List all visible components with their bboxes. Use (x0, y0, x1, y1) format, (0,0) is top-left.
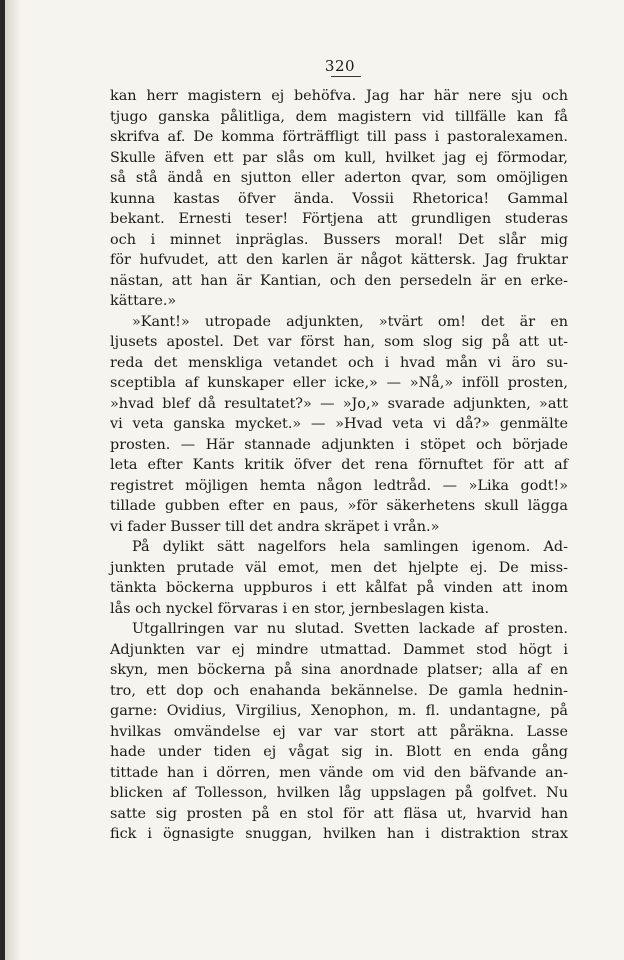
text-line: så stå ändå en sjutton eller aderton qvar, som omöjligen (110, 170, 568, 186)
text-line: leta efter Kants kritik öfver det rena förnuftet för att af (110, 457, 568, 473)
text-line: Utgallringen var nu slutad. Svetten lackade af prosten. (132, 621, 568, 637)
text-line: »Kant!» utropade adjunkten, »tvärt om! det är en (132, 313, 568, 330)
text-line: prosten. — Här stannade adjunkten i stöpet och började (110, 436, 568, 453)
page-binding-shadow (5, 0, 21, 960)
text-line: blicken af Tollesson, hvilken låg uppslagen på golfvet. Nu (110, 785, 568, 801)
text-line: Skulle äfven ett par slås om kull, hvilket jag ej förmodar, (110, 149, 568, 166)
text-line: skrifva af. De komma förträffligt till pass i pastoralexamen. (110, 129, 568, 145)
text-line: hade under tiden ej vågat sig in. Blott en enda gång (110, 744, 568, 760)
text-line: garne: Ovidius, Virgilius, Xenophon, m. fl. undantagne, på (110, 703, 568, 719)
text-line: kan herr magistern ej behöfva. Jag har här nere sju och (110, 88, 568, 104)
text-line: registret möjligen hemta någon ledtråd. — »Lika godt!» (110, 477, 568, 494)
body-text (110, 86, 568, 845)
text-line: nästan, att han är Kantian, och den persedeln är en erke- (110, 272, 568, 289)
text-line: sceptibla af kunskaper eller icke,» — »Nå,» inföll prosten, (110, 375, 568, 391)
text-line: skyn, men böckerna på sina anordnade platser; alla af en (110, 662, 568, 678)
text-line: vi fader Busser till det andra skräpet i vrån.» (110, 518, 440, 535)
text-line: ljusets apostel. Det var först han, som slog sig på att ut- (110, 334, 568, 350)
text-line: kunna kastas öfver ända. Vossii Rhetorica! Gammal (110, 190, 568, 207)
text-line: fick i ögnasigte snuggan, hvilken han i distraktion strax (110, 826, 568, 842)
text-line: vi veta ganska mycket.» — »Hvad veta vi då?» genmälte (110, 416, 568, 432)
text-line: tillade gubben efter en paus, »för säkerhetens skull lägga (110, 498, 568, 514)
text-line: »hvad blef då resultatet?» — »Jo,» svarade adjunkten, »att (110, 395, 568, 412)
text-line: bekant. Ernesti teser! Förtjena att grundligen studeras (110, 211, 568, 227)
text-line: tänkta böckerna uppburos i ett kålfat på vinden att inom (110, 580, 568, 596)
page-number-rule (331, 76, 361, 77)
text-line: lås och nyckel förvaras i en stor, jernbeslagen kista. (110, 600, 490, 617)
text-line: för hufvudet, att den karlen är något kättersk. Jag fruktar (110, 252, 568, 268)
text-line: På dylikt sätt nagelfors hela samlingen igenom. Ad- (132, 539, 568, 555)
page-number: 320 (324, 57, 356, 75)
text-line: junkten prutade väl emot, men det hjelpte ej. De miss- (110, 559, 568, 576)
text-line: satte sig prosten på en stol för att fläsa ut, hvarvid han (110, 805, 568, 822)
text-line: tro, ett dop och enahanda bekännelse. De gamla hednin- (110, 682, 568, 699)
text-line: Adjunkten var ej mindre utmattad. Dammet stod högt i (110, 641, 568, 658)
text-line: tjugo ganska pålitliga, dem magistern vid tillfälle kan få (110, 108, 568, 125)
text-line: och i minnet inpräglas. Bussers moral! Det slår mig (110, 231, 568, 248)
text-line: tittade han i dörren, men vände om vid den bäfvande an- (110, 764, 568, 781)
text-line: kättare.» (110, 293, 177, 309)
text-line: reda det menskliga vetandet och i hvad mån vi äro su- (110, 354, 568, 371)
text-line: hvilkas omvändelse ej var var stort att påräkna. Lasse (110, 723, 568, 740)
